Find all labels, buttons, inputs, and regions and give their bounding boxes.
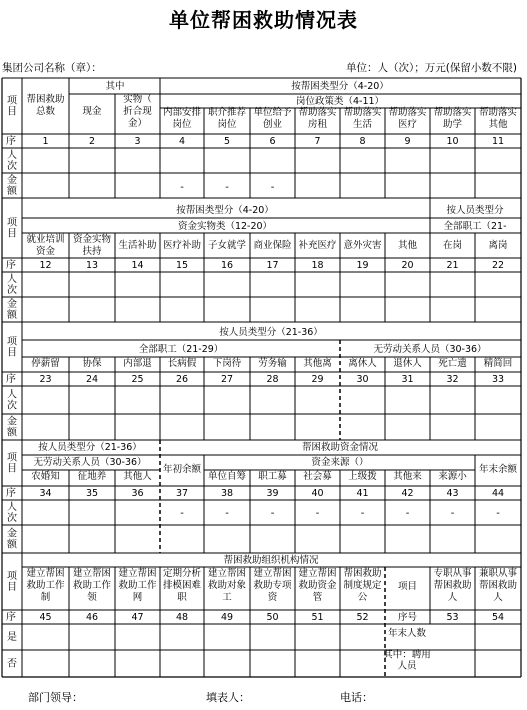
- s3-col-label: 协保: [82, 358, 102, 369]
- s2-col-number: 14: [131, 260, 144, 271]
- s2-col-number: 12: [39, 260, 52, 271]
- s2-col-label: 生活补助: [118, 240, 157, 251]
- s4-amount-label: 金额: [7, 528, 17, 551]
- s3-persons-label: 人次: [7, 389, 17, 412]
- s5-col-number: 54: [491, 612, 505, 623]
- s1-group-b: 按帮困类型分（4-20）: [291, 81, 389, 92]
- s5-col-number: 53: [446, 612, 459, 623]
- s2-col-label: 离岗: [488, 240, 508, 251]
- dept-head-label: 部门领导：: [28, 691, 83, 704]
- s4-dash-cell: -: [450, 508, 455, 519]
- s4-dash-cell: -: [405, 508, 410, 519]
- s2-col-label: 资金实物扶持: [72, 234, 112, 257]
- s4-col-number: 42: [401, 488, 414, 499]
- s1-col-label: 帮助落实生活: [343, 107, 382, 130]
- s4-col-number: 40: [311, 488, 324, 499]
- s3-col-number: 23: [39, 374, 52, 385]
- s2-col-label: 医疗补助: [162, 240, 202, 251]
- s5-yes-label: 是: [7, 632, 17, 643]
- s2-col-number: 16: [220, 260, 234, 271]
- org-name-label: 集团公司名称（章）：: [2, 62, 102, 74]
- s1-dash-cell: -: [180, 182, 184, 193]
- s3-seq-label: 序: [6, 374, 16, 385]
- s5-seq-label: 序: [6, 612, 16, 623]
- s1-group-b-sub: 岗位政策类（4-11）: [295, 96, 385, 107]
- s5-col-label: 建立帮困救助工作领: [72, 568, 112, 603]
- s4-persons-label: 人次: [7, 502, 17, 524]
- s2-group-b: 按人员类型分: [446, 205, 504, 216]
- s3-sub-a: 全部职工（21-29）: [138, 344, 224, 355]
- s1-amount-label: 金额: [7, 175, 17, 197]
- s5-extra-row-label: 其中：聘用人员: [383, 649, 431, 672]
- s1-col-number: 2: [88, 136, 96, 147]
- s4-col-label: 社会募: [303, 471, 332, 482]
- s4-col-number: 34: [39, 488, 52, 499]
- s5-no-label: 否: [7, 658, 17, 670]
- s3-col-number: 25: [131, 374, 144, 385]
- s1-col-number: 6: [269, 136, 276, 147]
- s5-col-number: 46: [85, 612, 99, 623]
- s3-col-number: 26: [175, 374, 189, 385]
- s3-sub-b: 无劳动关系人员（30-36）: [373, 344, 487, 355]
- s5-col-label: 建立帮困救助工作网: [118, 568, 157, 603]
- s2-group-b-sub: 全部职工（21-: [443, 221, 507, 232]
- s4-col-label: 单位自筹: [207, 471, 247, 482]
- s4-col-label: 征地养: [77, 471, 107, 482]
- s1-col-label: 帮助落实医疗: [388, 107, 427, 130]
- s3-col-label: 其他离: [303, 358, 332, 369]
- s3-col-number: 32: [446, 374, 459, 385]
- s2-amount-label: 金额: [7, 299, 17, 321]
- s5-col-label: 兼职从事帮困救助人: [478, 568, 518, 603]
- s1-col-label: 实物（折合现金）: [123, 94, 152, 129]
- s4-col-label: 年末余额: [478, 464, 518, 475]
- s4-group-b-sub: 资金来源（）: [311, 457, 369, 468]
- s2-col-label: 子女就学: [207, 240, 247, 251]
- s4-item-label: 项目: [7, 452, 17, 475]
- s2-col-number: 21: [446, 260, 459, 271]
- s5-col-number: 45: [39, 612, 52, 623]
- s1-seq-label: 序: [6, 136, 16, 147]
- s3-group: 按人员类型分（21-36）: [219, 327, 323, 338]
- unit-note: 单位：人（次）；万元(保留小数不限): [346, 62, 517, 74]
- s3-col-label: 长病假: [167, 358, 197, 369]
- s1-col-number: 10: [446, 136, 459, 147]
- s1-col-number: 1: [42, 136, 49, 147]
- s4-group-a: 按人员类型分（21-36）: [38, 442, 142, 453]
- s4-col-number: 35: [85, 488, 99, 499]
- s5-col-number: 52: [356, 612, 369, 623]
- s4-group-b: 帮困救助资金情况: [301, 442, 379, 453]
- s1-col-number: 3: [134, 136, 141, 147]
- s2-col-label: 在岗: [442, 240, 463, 251]
- s2-col-number: 15: [175, 260, 189, 271]
- s5-col-number: 47: [131, 612, 144, 623]
- s4-col-label: 农婚知: [31, 471, 60, 482]
- s5-col-label: 建立帮困救助资金管: [298, 568, 337, 603]
- s1-col-number: 7: [314, 136, 321, 147]
- s3-col-label: 精简回: [483, 358, 513, 369]
- s2-col-label: 就业培训资金: [26, 234, 65, 257]
- s4-dash-cell: -: [180, 508, 184, 519]
- s1-col-number: 9: [404, 136, 411, 147]
- s4-col-number: 36: [131, 488, 144, 499]
- s5-item-label: 项目: [7, 571, 17, 593]
- s1-persons-label: 人次: [7, 150, 17, 172]
- s2-col-label: 商业保险: [253, 240, 292, 251]
- s5-col-number: 序号: [397, 612, 418, 623]
- s2-col-number: 20: [401, 260, 414, 271]
- s2-col-number: 19: [356, 260, 369, 271]
- s3-col-number: 31: [401, 374, 414, 385]
- s4-seq-label: 序: [6, 488, 16, 499]
- s3-col-number: 33: [491, 374, 505, 385]
- s2-group-a: 按帮困类型分（4-20）: [176, 205, 274, 216]
- s1-col-label: 内部安排岗位: [162, 107, 202, 130]
- s4-col-number: 41: [356, 488, 369, 499]
- s5-col-label: 定期分析排模困难职: [162, 568, 202, 603]
- s1-col-label: 职介推荐岗位: [207, 107, 247, 130]
- s2-col-label: 其他: [397, 240, 418, 251]
- s5-col-label: 建立帮困救助对象工: [207, 568, 247, 603]
- s5-col-number: 49: [220, 612, 234, 623]
- s1-dash-cell: -: [225, 182, 229, 193]
- s4-col-number: 38: [220, 488, 234, 499]
- s5-col-number: 51: [311, 612, 324, 623]
- s3-amount-label: 金额: [7, 416, 17, 439]
- s1-col-number: 11: [491, 136, 505, 147]
- s2-col-number: 13: [85, 260, 99, 271]
- s3-col-number: 24: [85, 374, 99, 385]
- s2-persons-label: 人次: [7, 274, 17, 296]
- s4-dash-cell: -: [315, 508, 320, 519]
- s5-col-number: 50: [266, 612, 279, 623]
- s5-col-number: 48: [175, 612, 189, 623]
- s1-col-label: 现金: [82, 106, 102, 117]
- s1-col-label: 帮困救助总数: [26, 94, 65, 117]
- s2-col-label: 补充医疗: [298, 240, 337, 251]
- s4-col-number: 43: [446, 488, 459, 499]
- s2-item-label: 项目: [7, 217, 17, 240]
- s2-seq-label: 序: [6, 260, 16, 271]
- s3-col-label: 内部退: [123, 358, 152, 369]
- s4-dash-cell: -: [360, 508, 365, 519]
- s4-col-label: 上级拨: [348, 471, 377, 482]
- s4-group-a-sub: 无劳动关系人员（30-36）: [33, 457, 147, 468]
- s3-col-number: 27: [220, 374, 234, 385]
- s4-col-number: 44: [491, 488, 505, 499]
- s5-extra-row-label: 年末人数: [387, 628, 427, 639]
- s3-col-number: 29: [311, 374, 324, 385]
- page-title: 单位帮困救助情况表: [169, 8, 358, 32]
- s3-col-label: 死亡遗: [438, 358, 467, 369]
- s1-dash-cell: -: [270, 182, 275, 193]
- s1-item-label: 项目: [7, 95, 17, 118]
- s3-col-number: 28: [266, 374, 279, 385]
- s5-col-label: 专职从事帮困救助人: [433, 568, 472, 603]
- s2-col-number: 22: [491, 260, 505, 271]
- s2-col-number: 17: [266, 260, 279, 271]
- s1-col-number: 8: [359, 136, 366, 147]
- s3-col-label: 离休人: [348, 358, 377, 369]
- s3-item-label: 项目: [7, 336, 17, 359]
- phone-label: 电话：: [340, 691, 373, 704]
- s4-col-label: 职工募: [258, 471, 287, 482]
- s3-col-number: 30: [356, 374, 369, 385]
- s5-col-label: 建立帮困救助工作制: [26, 568, 65, 603]
- s4-col-number: 39: [266, 488, 279, 499]
- s5-col-label: 项目: [397, 581, 418, 592]
- s5-group: 帮困救助组织机构情况: [223, 555, 319, 566]
- s3-col-label: 停薪留: [31, 358, 60, 369]
- filler-label: 填表人：: [206, 691, 250, 704]
- s5-col-label: 帮困救助制度规定公: [343, 568, 382, 603]
- s4-dash-cell: -: [270, 508, 275, 519]
- s4-col-label: 其他人: [123, 471, 152, 482]
- s1-col-number: 5: [223, 136, 231, 147]
- s2-col-label: 意外灾害: [343, 240, 382, 251]
- s2-group-a-sub: 资金实物类（12-20）: [177, 221, 273, 232]
- s1-group-a: 其中: [105, 81, 125, 92]
- s4-dash-cell: -: [225, 508, 229, 519]
- s4-col-label: 来源小: [438, 471, 467, 482]
- s3-col-label: 退休人: [393, 358, 422, 369]
- s4-col-number: 37: [175, 488, 189, 499]
- s4-dash-cell: -: [496, 508, 500, 519]
- s4-col-label: 年初余额: [162, 464, 202, 475]
- s2-col-number: 18: [311, 260, 324, 271]
- s1-col-label: 帮助落实其他: [478, 107, 518, 130]
- s4-col-label: 其他来: [393, 471, 422, 482]
- s1-col-label: 帮助落实助学: [433, 107, 472, 130]
- s1-col-label: 帮助落实房租: [298, 107, 337, 130]
- s5-col-label: 建立帮困救助专项资: [253, 568, 292, 603]
- s1-col-label: 单位给予创业: [253, 107, 292, 130]
- s3-col-label: 下岗待: [212, 358, 242, 369]
- s1-col-number: 4: [178, 136, 186, 147]
- s3-col-label: 劳务输: [258, 358, 287, 369]
